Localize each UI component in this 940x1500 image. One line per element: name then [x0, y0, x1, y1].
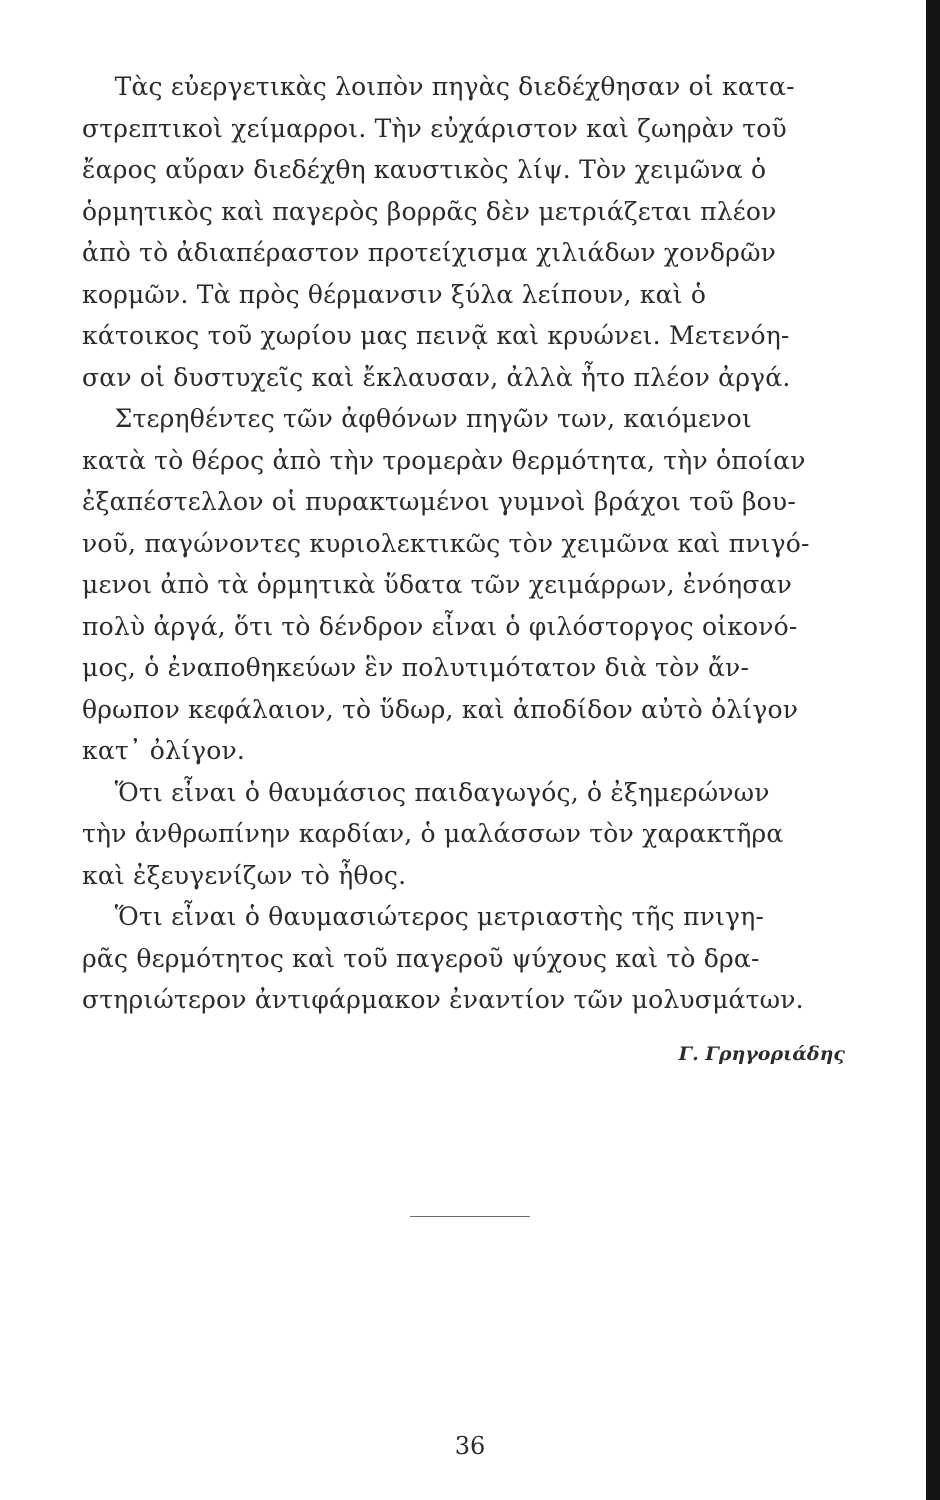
text-line: σαν οἱ δυστυχεῖς καὶ ἔκλαυσαν, ἀλλὰ ἦτο πλέον ἀργά. [82, 362, 791, 392]
text-line: Ὅτι εἶναι ὁ θαυμάσιος παιδαγωγός, ὁ ἐξημερώνων [82, 777, 770, 807]
author-signature: Γ. Γρηγοριάδης [678, 1043, 845, 1065]
page-number: 36 [454, 1432, 486, 1460]
body-text [82, 66, 878, 1021]
scan-dark-edge [926, 0, 940, 1500]
text-line: κατὰ τὸ θέρος ἀπὸ τὴν τρομερὰν θερμότητα, τὴν ὁποίαν [82, 445, 806, 475]
text-line: ἐξαπέστελλον οἱ πυρακτωμένοι γυμνοὶ βράχοι τοῦ βου- [82, 487, 796, 516]
text-line: ἀπὸ τὸ ἀδιαπέραστον προτείχισμα χιλιάδων χονδρῶν [82, 238, 777, 267]
text-line: μος, ὁ ἐναποθηκεύων ἓν πολυτιμότατον διὰ τὸν ἄν- [82, 653, 750, 682]
text-line: πολὺ ἀργά, ὅτι τὸ δένδρον εἶναι ὁ φιλόστοργος οἰκονό- [82, 611, 798, 641]
text-line: στηριώτερον ἀντιφάρμακον ἐναντίον τῶν μολυσμάτων. [82, 985, 804, 1014]
text-line: νοῦ, παγώνοντες κυριολεκτικῶς τὸν χειμῶνα καὶ πνιγό- [82, 528, 810, 558]
text-line: καὶ ἐξευγενίζων τὸ ἦθος. [82, 860, 407, 890]
text-line: Ὅτι εἶναι ὁ θαυμασιώτερος μετριαστὴς τῆς πνιγη- [82, 902, 765, 931]
text-line: μενοι ἀπὸ τὰ ὁρμητικὰ ὕδατα τῶν χειμάρρων, ἐνόησαν [82, 570, 793, 599]
text-line: Τὰς εὐεργετικὰς λοιπὸν πηγὰς διεδέχθησαν οἱ κατα- [82, 72, 795, 101]
text-line: κατ᾽ ὀλίγον. [82, 736, 246, 765]
text-line: Στερηθέντες τῶν ἀφθόνων πηγῶν των, καιόμενοι [82, 404, 752, 433]
text-line: θρωπον κεφάλαιον, τὸ ὕδωρ, καὶ ἀποδίδον αὐτὸ ὀλίγον [82, 694, 799, 724]
text-line: στρεπτικοὶ χείμαρροι. Τὴν εὐχάριστον καὶ ζωηρὰν τοῦ [82, 113, 787, 143]
text-line: κορμῶν. Τὰ πρὸς θέρμανσιν ξύλα λείπουν, καὶ ὁ [82, 279, 707, 309]
text-line: ἔαρος αὔραν διεδέχθη καυστικὸς λίψ. Τὸν χειμῶνα ὁ [82, 155, 767, 184]
divider-rule [410, 1216, 530, 1217]
text-line: ρᾶς θερμότητος καὶ τοῦ παγεροῦ ψύχους καὶ τὸ δρα- [82, 943, 760, 973]
text-line: τὴν ἀνθρωπίνην καρδίαν, ὁ μαλάσσων τὸν χαρακτῆρα [82, 819, 784, 848]
text-line: ὁρμητικὸς καὶ παγερὸς βορρᾶς δὲν μετριάζεται πλέον [82, 196, 777, 226]
text-line: κάτοικος τοῦ χωρίου μας πεινᾷ καὶ κρυώνει. Μετενόη- [82, 321, 790, 350]
